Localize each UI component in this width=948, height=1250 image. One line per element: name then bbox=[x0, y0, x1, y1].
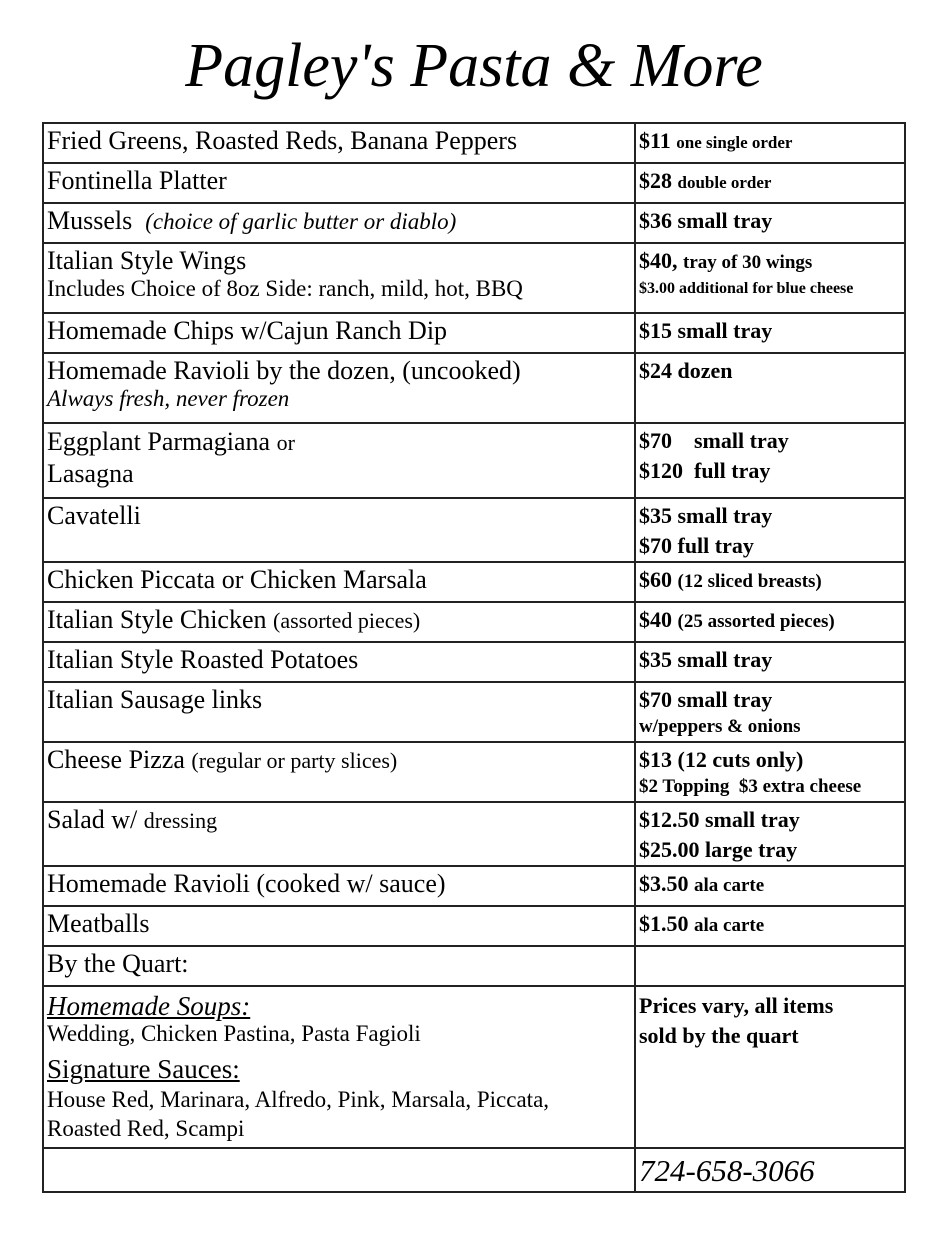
item-name: Homemade Chips w/Cajun Ranch Dip bbox=[47, 316, 448, 345]
menu-price bbox=[635, 562, 905, 602]
price-value: $36 small tray bbox=[639, 208, 773, 233]
table-row bbox=[43, 682, 905, 742]
price-note: ala carte bbox=[694, 875, 765, 896]
price-note: double order bbox=[677, 173, 772, 192]
price-value: $70 small tray bbox=[639, 428, 789, 453]
phone-cell bbox=[635, 1148, 905, 1192]
item-name: Eggplant Parmagiana bbox=[47, 427, 271, 456]
page-title: Pagley's Pasta & More bbox=[185, 32, 763, 100]
menu-price bbox=[635, 802, 905, 866]
item-note: (assorted pieces) bbox=[273, 608, 421, 633]
price-value-line2: $25.00 large tray bbox=[639, 837, 798, 862]
menu-price bbox=[635, 682, 905, 742]
menu-item bbox=[43, 243, 635, 313]
item-name: Cavatelli bbox=[47, 501, 141, 530]
item-desc: Always fresh, never frozen bbox=[47, 386, 290, 411]
item-desc: Includes Choice of 8oz Side: ranch, mild, hot, BBQ bbox=[47, 276, 523, 301]
menu-price bbox=[635, 946, 905, 986]
sauces-list: House Red, Marinara, Alfredo, Pink, Marsala, Piccata, bbox=[47, 1087, 550, 1112]
price-value: $35 small tray bbox=[639, 503, 773, 528]
item-name: Italian Sausage links bbox=[47, 685, 263, 714]
menu-item bbox=[43, 602, 635, 642]
menu-table bbox=[42, 122, 906, 1193]
table-row bbox=[43, 1148, 905, 1192]
price-value: $13 (12 cuts only) bbox=[639, 747, 804, 772]
menu-item bbox=[43, 562, 635, 602]
price-value: $40, bbox=[639, 248, 678, 273]
item-name: Fontinella Platter bbox=[47, 166, 227, 195]
quart-price bbox=[635, 986, 905, 1148]
table-row bbox=[43, 423, 905, 498]
price-value-line2: $70 full tray bbox=[639, 533, 754, 558]
item-name: Italian Style Roasted Potatoes bbox=[47, 645, 359, 674]
item-or: or bbox=[276, 430, 295, 455]
price-note: one single order bbox=[676, 133, 793, 152]
table-row bbox=[43, 498, 905, 562]
table-row bbox=[43, 866, 905, 906]
menu-item bbox=[43, 498, 635, 562]
table-row bbox=[43, 802, 905, 866]
menu-item bbox=[43, 203, 635, 243]
table-row bbox=[43, 642, 905, 682]
menu-item bbox=[43, 642, 635, 682]
price-extra: $3.00 additional for blue cheese bbox=[639, 280, 854, 297]
menu-item bbox=[43, 313, 635, 353]
table-row bbox=[43, 562, 905, 602]
price-value: $12.50 small tray bbox=[639, 807, 800, 832]
item-name: Italian Style Chicken bbox=[47, 605, 267, 634]
menu-item bbox=[43, 906, 635, 946]
table-row bbox=[43, 986, 905, 1148]
price-value-line2: $2 Topping $3 extra cheese bbox=[639, 776, 862, 797]
price-value: $35 small tray bbox=[639, 647, 773, 672]
sauces-heading: Signature Sauces: bbox=[47, 1054, 240, 1084]
price-value: $60 bbox=[639, 567, 672, 592]
menu-price bbox=[635, 123, 905, 163]
table-row bbox=[43, 243, 905, 313]
item-name: By the Quart: bbox=[47, 949, 189, 978]
sauces-list-2: Roasted Red, Scampi bbox=[47, 1116, 245, 1141]
menu-price bbox=[635, 423, 905, 498]
item-name: Homemade Ravioli (cooked w/ sauce) bbox=[47, 869, 446, 898]
table-row bbox=[43, 163, 905, 203]
item-name: Cheese Pizza bbox=[47, 745, 185, 774]
soups-heading: Homemade Soups: bbox=[47, 991, 251, 1021]
price-value-line2: $120 full tray bbox=[639, 458, 771, 483]
quart-price-line2: sold by the quart bbox=[639, 1023, 799, 1048]
phone-number: 724-658-3066 bbox=[639, 1153, 815, 1188]
soups-list: Wedding, Chicken Pastina, Pasta Fagioli bbox=[47, 1021, 421, 1046]
table-row bbox=[43, 203, 905, 243]
price-value: $11 bbox=[639, 128, 671, 153]
menu-price bbox=[635, 498, 905, 562]
menu-item bbox=[43, 353, 635, 423]
table-row bbox=[43, 742, 905, 802]
price-value: $3.50 bbox=[639, 871, 689, 896]
menu-item bbox=[43, 682, 635, 742]
menu-item bbox=[43, 802, 635, 866]
price-value-line2: w/peppers & onions bbox=[639, 716, 801, 737]
price-value: $70 small tray bbox=[639, 687, 773, 712]
table-row bbox=[43, 313, 905, 353]
menu-price bbox=[635, 866, 905, 906]
item-name: Italian Style Wings bbox=[47, 246, 247, 275]
menu-item bbox=[43, 423, 635, 498]
price-value: $15 small tray bbox=[639, 318, 773, 343]
price-note: (12 sliced breasts) bbox=[677, 571, 822, 592]
menu-price bbox=[635, 602, 905, 642]
price-value: $1.50 bbox=[639, 911, 689, 936]
price-value: $40 bbox=[639, 607, 672, 632]
item-note: dressing bbox=[143, 808, 218, 833]
menu-price bbox=[635, 742, 905, 802]
item-note: (regular or party slices) bbox=[191, 748, 398, 773]
quart-details bbox=[43, 986, 635, 1148]
item-note: (choice of garlic butter or diablo) bbox=[145, 209, 457, 234]
menu-price bbox=[635, 313, 905, 353]
menu-price bbox=[635, 163, 905, 203]
item-name: Chicken Piccata or Chicken Marsala bbox=[47, 565, 427, 594]
item-name: Salad w/ bbox=[47, 805, 138, 834]
quart-price-line1: Prices vary, all items bbox=[639, 993, 834, 1018]
menu-item bbox=[43, 866, 635, 906]
empty-cell bbox=[43, 1148, 635, 1192]
table-row bbox=[43, 123, 905, 163]
item-name: Homemade Ravioli by the dozen, (uncooked) bbox=[47, 356, 521, 385]
price-value: $28 bbox=[639, 168, 672, 193]
menu-price bbox=[635, 243, 905, 313]
menu-item bbox=[43, 742, 635, 802]
menu-item bbox=[43, 163, 635, 203]
menu-item bbox=[43, 946, 635, 986]
item-name: Fried Greens, Roasted Reds, Banana Peppers bbox=[47, 126, 518, 155]
price-note: (25 assorted pieces) bbox=[677, 611, 835, 632]
item-name: Mussels bbox=[47, 206, 133, 235]
price-note: ala carte bbox=[694, 915, 765, 936]
menu-price bbox=[635, 203, 905, 243]
menu-price bbox=[635, 642, 905, 682]
table-row bbox=[43, 946, 905, 986]
menu-price bbox=[635, 353, 905, 423]
item-name: Meatballs bbox=[47, 909, 150, 938]
table-row bbox=[43, 906, 905, 946]
table-row bbox=[43, 353, 905, 423]
price-value: $24 dozen bbox=[639, 358, 733, 383]
menu-price bbox=[635, 906, 905, 946]
price-note: tray of 30 wings bbox=[683, 252, 813, 273]
item-name-line2: Lasagna bbox=[47, 459, 134, 488]
table-row bbox=[43, 602, 905, 642]
menu-item bbox=[43, 123, 635, 163]
